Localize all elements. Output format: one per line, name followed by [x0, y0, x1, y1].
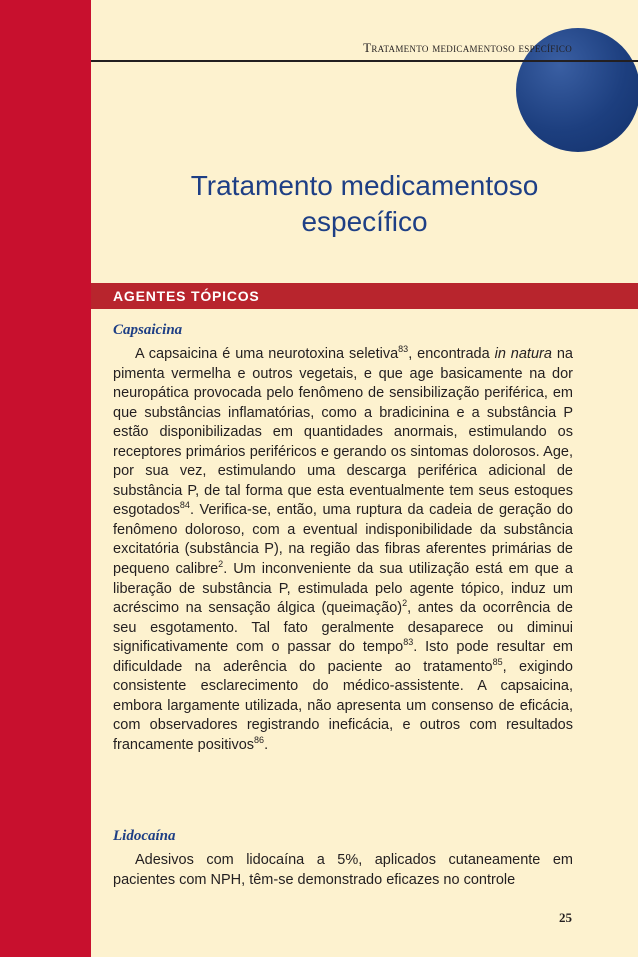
text-run: na pimenta vermelha e outros vegetais, e que age basicamente na dor neuropática provocada pelo fenômeno de sensibilização periférica, em que substâncias inflamatórias, como a bradicinina e a substância P estão disponibilizadas em quantidades anormais, estimulando os receptores primários periféricos e gerando os sintomas dolorosos. Age, por sua vez, estimulando uma descarga periférica adicional de substância P, de tal forma que esta eventualmente tem seus estoques esgotados [113, 346, 573, 519]
page-number: 25 [559, 910, 572, 925]
capsaicina-text [113, 345, 573, 755]
running-head: Tratamento medicamentoso específico [363, 40, 572, 55]
text-run: . Isto pode resultar em dificuldade na aderência do paciente ao tratamento [113, 639, 573, 675]
citation-superscript: 2 [218, 559, 224, 570]
citation-superscript: 85 [492, 656, 503, 667]
subheading-capsaicina: Capsaicina [113, 322, 183, 338]
text-run: . [264, 736, 269, 753]
page-title-line-1: Tratamento medicamentoso [190, 170, 539, 201]
capsaicina-paragraph [113, 345, 573, 755]
citation-superscript: 83 [403, 637, 414, 648]
italic-phrase: in natura [494, 346, 552, 362]
lidocaina-paragraph [113, 851, 573, 890]
lidocaina-text [113, 851, 573, 890]
header-rule [91, 60, 638, 62]
section-band [91, 283, 638, 309]
citation-superscript: 84 [179, 500, 190, 511]
citation-superscript: 83 [398, 344, 409, 355]
text-run: A capsaicina é uma neurotoxina seletiva [135, 346, 399, 362]
page-title [91, 168, 638, 240]
text-run: . Um inconveniente da sua utilização está em que a liberação de substância P, estimulada pelo agente tópico, induz um acréscimo na sensação álgica (queimação) [113, 561, 573, 617]
text-run: , encontrada [408, 346, 495, 362]
citation-superscript: 2 [402, 598, 408, 609]
text-run: . Verifica-se, então, uma ruptura da cadeia de geração do fenômeno doloroso, com a eventual indisponibilidade da substância excitatória (substância P), na região das fibras aferentes primárias de pequeno calibre [113, 502, 573, 578]
left-color-bar [0, 0, 91, 957]
citation-superscript: 86 [254, 735, 265, 746]
text-run: , exigindo consistente esclarecimento do médico-assistente. A capsaicina, embora largamente utilizada, não apresenta um consenso de eficácia, com observadores registrando ineficácia, e outros com resultados francamente positivos [113, 658, 573, 753]
text-run: Adesivos com lidocaína a 5%, aplicados cutaneamente em pacientes com NPH, têm-se demonstrado eficazes no controle [113, 852, 573, 888]
section-label: AGENTES TÓPICOS [113, 288, 260, 304]
text-run: , antes da ocorrência de seu esgotamento. Tal fato geralmente desaparece ou diminui significativamente com o passar do tempo [113, 600, 573, 656]
subheading-lidocaina: Lidocaína [113, 828, 176, 844]
page-title-line-2: específico [301, 206, 428, 237]
